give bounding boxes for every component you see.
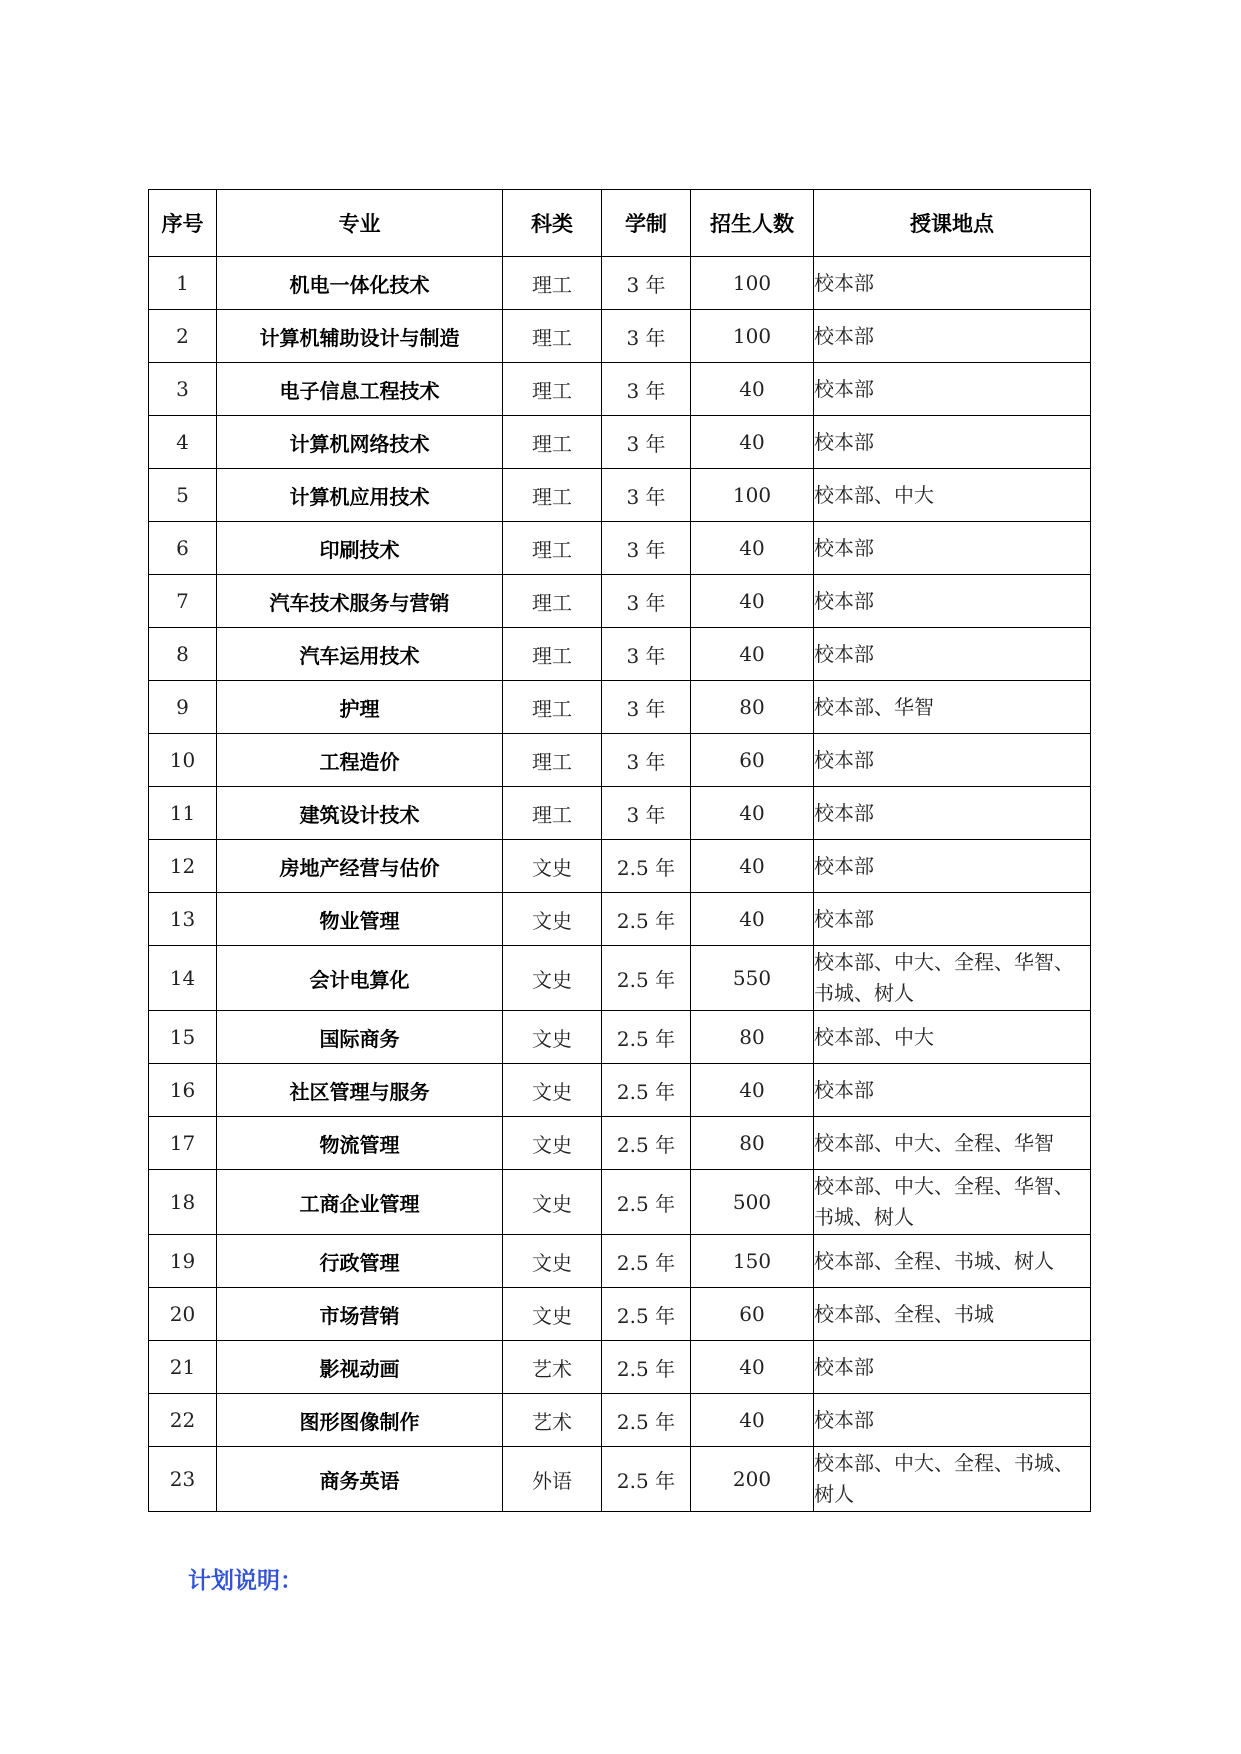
row-number-cell: 10 — [149, 734, 217, 787]
table-row — [149, 840, 1091, 893]
table-row — [149, 681, 1091, 734]
location-cell: 校本部 — [814, 575, 1091, 628]
category-cell: 文史 — [503, 1117, 602, 1170]
table-row — [149, 522, 1091, 575]
major-name-cell: 图形图像制作 — [217, 1394, 503, 1447]
duration-cell: 2.5 年 — [602, 1064, 691, 1117]
enrollment-count-cell: 40 — [691, 893, 814, 946]
category-cell: 外语 — [503, 1447, 602, 1512]
table-row — [149, 1064, 1091, 1117]
row-number-cell: 15 — [149, 1011, 217, 1064]
major-name-cell: 社区管理与服务 — [217, 1064, 503, 1117]
enrollment-count-cell: 40 — [691, 363, 814, 416]
major-name-cell: 房地产经营与估价 — [217, 840, 503, 893]
table-row — [149, 1170, 1091, 1235]
location-cell: 校本部、华智 — [814, 681, 1091, 734]
enrollment-count-cell: 40 — [691, 840, 814, 893]
duration-cell: 3 年 — [602, 734, 691, 787]
row-number-cell: 18 — [149, 1170, 217, 1235]
category-cell: 理工 — [503, 310, 602, 363]
table-row — [149, 363, 1091, 416]
category-cell: 文史 — [503, 946, 602, 1011]
duration-cell: 3 年 — [602, 628, 691, 681]
table-row — [149, 787, 1091, 840]
row-number-cell: 4 — [149, 416, 217, 469]
category-cell: 理工 — [503, 787, 602, 840]
plan-notes-heading: 计划说明： — [188, 1568, 303, 1594]
location-cell: 校本部、中大 — [814, 1011, 1091, 1064]
category-cell: 文史 — [503, 1064, 602, 1117]
table-body — [149, 257, 1091, 1512]
enrollment-count-cell: 60 — [691, 734, 814, 787]
enrollment-count-cell: 40 — [691, 628, 814, 681]
major-name-cell: 影视动画 — [217, 1341, 503, 1394]
header-no: 序号 — [149, 190, 217, 257]
major-name-cell: 建筑设计技术 — [217, 787, 503, 840]
row-number-cell: 11 — [149, 787, 217, 840]
location-cell: 校本部 — [814, 363, 1091, 416]
duration-cell: 2.5 年 — [602, 1447, 691, 1512]
table-row — [149, 469, 1091, 522]
category-cell: 文史 — [503, 840, 602, 893]
table-row — [149, 1011, 1091, 1064]
major-name-cell: 印刷技术 — [217, 522, 503, 575]
category-cell: 文史 — [503, 1011, 602, 1064]
enrollment-count-cell: 40 — [691, 1341, 814, 1394]
location-cell: 校本部 — [814, 734, 1091, 787]
enrollment-count-cell: 40 — [691, 1064, 814, 1117]
enrollment-count-cell: 500 — [691, 1170, 814, 1235]
row-number-cell: 14 — [149, 946, 217, 1011]
major-name-cell: 计算机网络技术 — [217, 416, 503, 469]
header-duration: 学制 — [602, 190, 691, 257]
enrollment-count-cell: 100 — [691, 469, 814, 522]
row-number-cell: 8 — [149, 628, 217, 681]
duration-cell: 2.5 年 — [602, 1288, 691, 1341]
enrollment-count-cell: 40 — [691, 1394, 814, 1447]
major-name-cell: 汽车运用技术 — [217, 628, 503, 681]
header-row — [149, 190, 1091, 257]
category-cell: 理工 — [503, 416, 602, 469]
location-cell: 校本部 — [814, 628, 1091, 681]
table-row — [149, 1235, 1091, 1288]
location-cell: 校本部、全程、书城 — [814, 1288, 1091, 1341]
row-number-cell: 9 — [149, 681, 217, 734]
major-name-cell: 物业管理 — [217, 893, 503, 946]
category-cell: 文史 — [503, 1235, 602, 1288]
table-row — [149, 1288, 1091, 1341]
category-cell: 理工 — [503, 522, 602, 575]
enrollment-count-cell: 40 — [691, 416, 814, 469]
major-name-cell: 机电一体化技术 — [217, 257, 503, 310]
table-row — [149, 257, 1091, 310]
row-number-cell: 7 — [149, 575, 217, 628]
row-number-cell: 5 — [149, 469, 217, 522]
location-cell: 校本部 — [814, 257, 1091, 310]
major-name-cell: 商务英语 — [217, 1447, 503, 1512]
location-cell: 校本部、中大、全程、华智 — [814, 1117, 1091, 1170]
row-number-cell: 19 — [149, 1235, 217, 1288]
major-name-cell: 工商企业管理 — [217, 1170, 503, 1235]
category-cell: 艺术 — [503, 1341, 602, 1394]
enrollment-count-cell: 100 — [691, 310, 814, 363]
major-name-cell: 护理 — [217, 681, 503, 734]
table-row — [149, 946, 1091, 1011]
row-number-cell: 17 — [149, 1117, 217, 1170]
major-name-cell: 国际商务 — [217, 1011, 503, 1064]
duration-cell: 2.5 年 — [602, 1235, 691, 1288]
location-cell: 校本部、中大、全程、华智、书城、树人 — [814, 1170, 1091, 1235]
duration-cell: 2.5 年 — [602, 946, 691, 1011]
location-cell: 校本部 — [814, 1064, 1091, 1117]
category-cell: 艺术 — [503, 1394, 602, 1447]
row-number-cell: 6 — [149, 522, 217, 575]
table-row — [149, 1341, 1091, 1394]
enrollment-count-cell: 60 — [691, 1288, 814, 1341]
category-cell: 理工 — [503, 363, 602, 416]
location-cell: 校本部 — [814, 787, 1091, 840]
location-cell: 校本部、全程、书城、树人 — [814, 1235, 1091, 1288]
header-enrollment: 招生人数 — [691, 190, 814, 257]
duration-cell: 2.5 年 — [602, 840, 691, 893]
enrollment-count-cell: 80 — [691, 681, 814, 734]
table-row — [149, 1394, 1091, 1447]
table-row — [149, 310, 1091, 363]
row-number-cell: 3 — [149, 363, 217, 416]
duration-cell: 3 年 — [602, 681, 691, 734]
enrollment-count-cell: 40 — [691, 522, 814, 575]
category-cell: 理工 — [503, 734, 602, 787]
major-name-cell: 市场营销 — [217, 1288, 503, 1341]
major-name-cell: 物流管理 — [217, 1117, 503, 1170]
header-category: 科类 — [503, 190, 602, 257]
enrollment-plan-table — [148, 189, 1091, 1512]
category-cell: 理工 — [503, 469, 602, 522]
enrollment-count-cell: 80 — [691, 1117, 814, 1170]
table-row — [149, 893, 1091, 946]
enrollment-count-cell: 150 — [691, 1235, 814, 1288]
row-number-cell: 13 — [149, 893, 217, 946]
location-cell: 校本部、中大、全程、书城、树人 — [814, 1447, 1091, 1512]
category-cell: 文史 — [503, 1288, 602, 1341]
table-row — [149, 1117, 1091, 1170]
location-cell: 校本部 — [814, 522, 1091, 575]
duration-cell: 3 年 — [602, 522, 691, 575]
major-name-cell: 工程造价 — [217, 734, 503, 787]
table-row — [149, 575, 1091, 628]
enrollment-count-cell: 80 — [691, 1011, 814, 1064]
major-name-cell: 会计电算化 — [217, 946, 503, 1011]
duration-cell: 2.5 年 — [602, 1341, 691, 1394]
enrollment-count-cell: 100 — [691, 257, 814, 310]
duration-cell: 3 年 — [602, 363, 691, 416]
category-cell: 文史 — [503, 893, 602, 946]
duration-cell: 3 年 — [602, 257, 691, 310]
duration-cell: 3 年 — [602, 310, 691, 363]
duration-cell: 3 年 — [602, 416, 691, 469]
duration-cell: 2.5 年 — [602, 1170, 691, 1235]
location-cell: 校本部 — [814, 310, 1091, 363]
location-cell: 校本部 — [814, 1394, 1091, 1447]
duration-cell: 3 年 — [602, 575, 691, 628]
location-cell: 校本部、中大 — [814, 469, 1091, 522]
row-number-cell: 12 — [149, 840, 217, 893]
category-cell: 理工 — [503, 628, 602, 681]
row-number-cell: 21 — [149, 1341, 217, 1394]
location-cell: 校本部 — [814, 1341, 1091, 1394]
row-number-cell: 22 — [149, 1394, 217, 1447]
row-number-cell: 23 — [149, 1447, 217, 1512]
location-cell: 校本部、中大、全程、华智、书城、树人 — [814, 946, 1091, 1011]
enrollment-count-cell: 200 — [691, 1447, 814, 1512]
major-name-cell: 行政管理 — [217, 1235, 503, 1288]
table-row — [149, 1447, 1091, 1512]
enrollment-count-cell: 40 — [691, 575, 814, 628]
location-cell: 校本部 — [814, 840, 1091, 893]
row-number-cell: 20 — [149, 1288, 217, 1341]
duration-cell: 2.5 年 — [602, 893, 691, 946]
location-cell: 校本部 — [814, 893, 1091, 946]
major-name-cell: 电子信息工程技术 — [217, 363, 503, 416]
table-row — [149, 628, 1091, 681]
location-cell: 校本部 — [814, 416, 1091, 469]
major-name-cell: 汽车技术服务与营销 — [217, 575, 503, 628]
row-number-cell: 2 — [149, 310, 217, 363]
category-cell: 理工 — [503, 575, 602, 628]
major-name-cell: 计算机应用技术 — [217, 469, 503, 522]
enrollment-count-cell: 40 — [691, 787, 814, 840]
duration-cell: 2.5 年 — [602, 1117, 691, 1170]
table-row — [149, 734, 1091, 787]
table-row — [149, 416, 1091, 469]
duration-cell: 2.5 年 — [602, 1011, 691, 1064]
header-major: 专业 — [217, 190, 503, 257]
duration-cell: 3 年 — [602, 787, 691, 840]
category-cell: 文史 — [503, 1170, 602, 1235]
enrollment-count-cell: 550 — [691, 946, 814, 1011]
table-header — [149, 190, 1091, 257]
category-cell: 理工 — [503, 257, 602, 310]
duration-cell: 3 年 — [602, 469, 691, 522]
row-number-cell: 1 — [149, 257, 217, 310]
duration-cell: 2.5 年 — [602, 1394, 691, 1447]
category-cell: 理工 — [503, 681, 602, 734]
row-number-cell: 16 — [149, 1064, 217, 1117]
header-location: 授课地点 — [814, 190, 1091, 257]
major-name-cell: 计算机辅助设计与制造 — [217, 310, 503, 363]
